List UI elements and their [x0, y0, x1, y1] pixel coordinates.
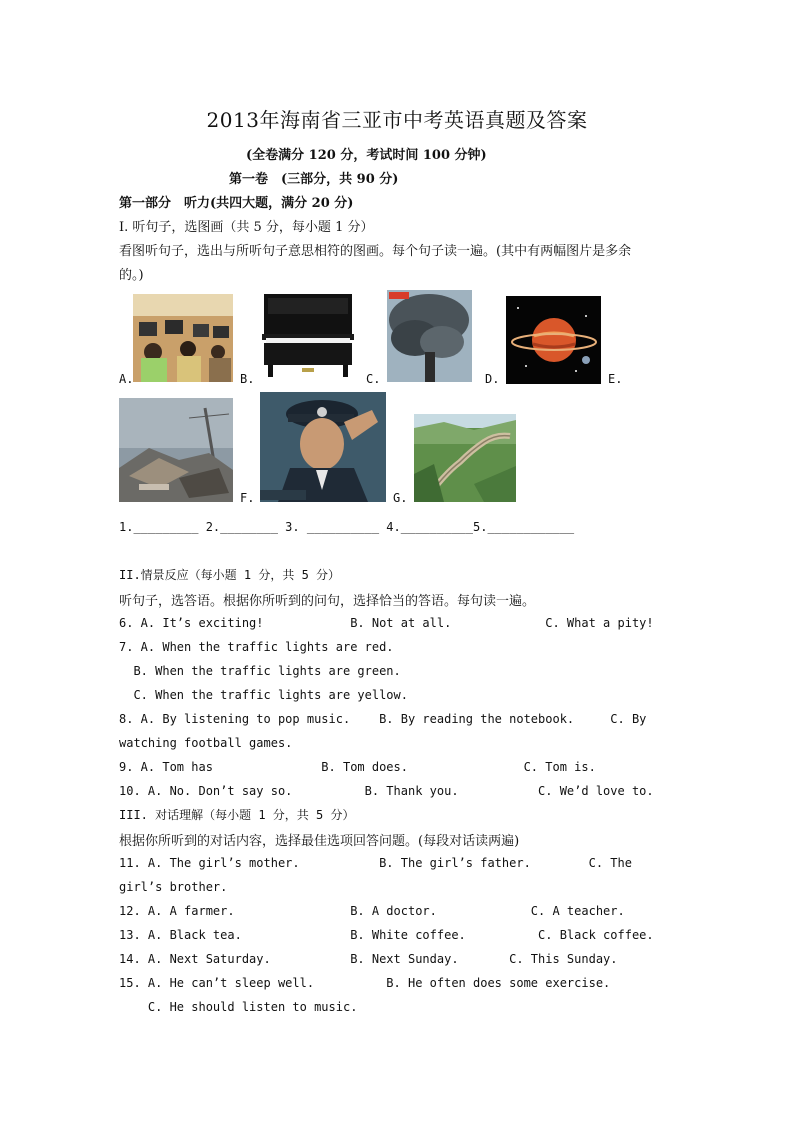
question-13: 13. A. Black tea. B. White coffee. C. Black coffee. — [119, 928, 654, 942]
question-7-option-b: B. When the traffic lights are green. — [119, 664, 401, 678]
picture-label-d: D. — [485, 372, 500, 386]
picture-label-f: F. — [240, 491, 255, 505]
section3-instruction: 根据你所听到的对话内容，选择最佳选项回答问题。(每段对话读两遍) — [119, 834, 520, 849]
internet-cafe-image — [133, 294, 233, 382]
question-14: 14. A. Next Saturday. B. Next Sunday. C. This Sunday. — [119, 952, 618, 966]
section2-instruction: 听句子，选答语。根据你所听到的问句，选择恰当的答语。每句读一遍。 — [119, 594, 536, 609]
question-12: 12. A. A farmer. B. A doctor. C. A teacher. — [119, 904, 625, 918]
planet-image — [506, 296, 601, 384]
picture-label-a: A. — [119, 372, 134, 386]
piano-image — [258, 288, 358, 380]
question-15-option-c: C. He should listen to music. — [119, 1000, 358, 1014]
picture-label-e: E. — [608, 372, 623, 386]
question-11-cont: girl’s brother. — [119, 880, 228, 894]
section3-heading: III. 对话理解（每小题 1 分，共 5 分） — [119, 808, 355, 822]
smoke-pollution-image — [387, 290, 472, 382]
question-7: 7. A. When the traffic lights are red. — [119, 640, 394, 654]
policeman-salute-image — [260, 392, 386, 502]
section1-instruction-cont: 的。) — [119, 268, 144, 283]
question-8: 8. A. By listening to pop music. B. By reading the notebook. C. By — [119, 712, 647, 726]
picture-label-c: C. — [366, 372, 381, 386]
question-10: 10. A. No. Don’t say so. B. Thank you. C. We’d love to. — [119, 784, 654, 798]
section2-heading: II.情景反应（每小题 1 分，共 5 分） — [119, 568, 341, 582]
earthquake-ruins-image — [119, 398, 233, 502]
question-11: 11. A. The girl’s mother. B. The girl’s father. C. The — [119, 856, 632, 870]
picture-label-g: G. — [393, 491, 408, 505]
section1-heading: I. 听句子，选图画（共 5 分，每小题 1 分） — [119, 220, 374, 235]
exam-title: 2013年海南省三亚市中考英语真题及答案 — [206, 108, 588, 132]
great-wall-image — [414, 414, 516, 502]
question-9: 9. A. Tom has B. Tom does. C. Tom is. — [119, 760, 596, 774]
question-6: 6. A. It’s exciting! B. Not at all. C. What a pity! — [119, 616, 654, 630]
section1-instruction: 看图听句子，选出与所听句子意思相符的图画。每个句子读一遍。(其中有两幅图片是多余 — [119, 244, 632, 259]
question-15: 15. A. He can’t sleep well. B. He often does some exercise. — [119, 976, 611, 990]
exam-subtitle: (全卷满分 120 分，考试时间 100 分钟) — [246, 148, 487, 163]
volume-heading: 第一卷 (三部分，共 90 分) — [229, 172, 399, 187]
question-7-option-c: C. When the traffic lights are yellow. — [119, 688, 408, 702]
part1-heading: 第一部分 听力(共四大题，满分 20 分) — [119, 196, 354, 211]
question-8-cont: watching football games. — [119, 736, 293, 750]
answer-blanks: 1._________ 2.________ 3. __________ 4.__________5.____________ — [119, 520, 575, 534]
picture-label-b: B. — [240, 372, 255, 386]
